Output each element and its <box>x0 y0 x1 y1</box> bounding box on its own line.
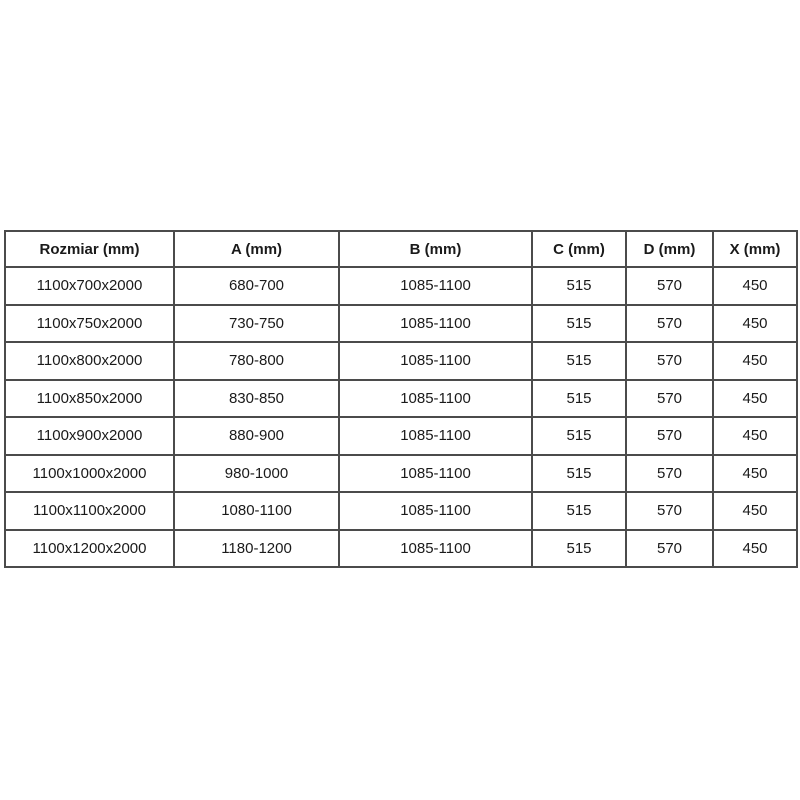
table-cell: 1100x900x2000 <box>5 417 174 455</box>
table-cell: 570 <box>626 267 713 305</box>
table-cell: 1100x750x2000 <box>5 305 174 343</box>
table-cell: 1100x1200x2000 <box>5 530 174 568</box>
table-cell: 1100x1000x2000 <box>5 455 174 493</box>
table-cell: 1085-1100 <box>339 417 532 455</box>
table-cell: 1085-1100 <box>339 492 532 530</box>
table-cell: 980-1000 <box>174 455 339 493</box>
table-cell: 450 <box>713 530 797 568</box>
table-row <box>5 305 797 343</box>
table-cell: 450 <box>713 305 797 343</box>
table-cell: 515 <box>532 267 626 305</box>
table-cell: 515 <box>532 492 626 530</box>
table-cell: 830-850 <box>174 380 339 418</box>
table-cell: 570 <box>626 530 713 568</box>
table-cell: 450 <box>713 342 797 380</box>
table-row <box>5 455 797 493</box>
table-cell: 1100x1100x2000 <box>5 492 174 530</box>
table-cell: 730-750 <box>174 305 339 343</box>
table-row <box>5 530 797 568</box>
table-cell: 515 <box>532 530 626 568</box>
table-cell: 450 <box>713 455 797 493</box>
table-cell: 880-900 <box>174 417 339 455</box>
table-cell: 570 <box>626 455 713 493</box>
table-cell: 1085-1100 <box>339 342 532 380</box>
table-cell: 1085-1100 <box>339 380 532 418</box>
header-row <box>5 231 797 267</box>
table-cell: 570 <box>626 380 713 418</box>
table-cell: 680-700 <box>174 267 339 305</box>
table-row <box>5 267 797 305</box>
size-spec-table <box>4 230 798 568</box>
column-header: A (mm) <box>174 231 339 267</box>
table-row <box>5 342 797 380</box>
table-cell: 1100x850x2000 <box>5 380 174 418</box>
column-header: Rozmiar (mm) <box>5 231 174 267</box>
table-row <box>5 492 797 530</box>
table-cell: 515 <box>532 417 626 455</box>
column-header: D (mm) <box>626 231 713 267</box>
table-cell: 450 <box>713 267 797 305</box>
table-cell: 450 <box>713 417 797 455</box>
column-header: C (mm) <box>532 231 626 267</box>
table-cell: 570 <box>626 305 713 343</box>
table-cell: 515 <box>532 342 626 380</box>
table-cell: 570 <box>626 417 713 455</box>
table-cell: 450 <box>713 492 797 530</box>
table-cell: 570 <box>626 342 713 380</box>
table-cell: 1085-1100 <box>339 455 532 493</box>
table-cell: 1180-1200 <box>174 530 339 568</box>
table-cell: 1085-1100 <box>339 530 532 568</box>
table-cell: 1080-1100 <box>174 492 339 530</box>
column-header: X (mm) <box>713 231 797 267</box>
table-row <box>5 380 797 418</box>
table-cell: 1085-1100 <box>339 267 532 305</box>
table-cell: 1100x800x2000 <box>5 342 174 380</box>
table-cell: 450 <box>713 380 797 418</box>
table-cell: 780-800 <box>174 342 339 380</box>
table-cell: 515 <box>532 305 626 343</box>
table-cell: 1100x700x2000 <box>5 267 174 305</box>
table-body <box>5 267 797 567</box>
table-cell: 515 <box>532 455 626 493</box>
table-cell: 1085-1100 <box>339 305 532 343</box>
table-row <box>5 417 797 455</box>
column-header: B (mm) <box>339 231 532 267</box>
table-cell: 515 <box>532 380 626 418</box>
table-cell: 570 <box>626 492 713 530</box>
table-head <box>5 231 797 267</box>
